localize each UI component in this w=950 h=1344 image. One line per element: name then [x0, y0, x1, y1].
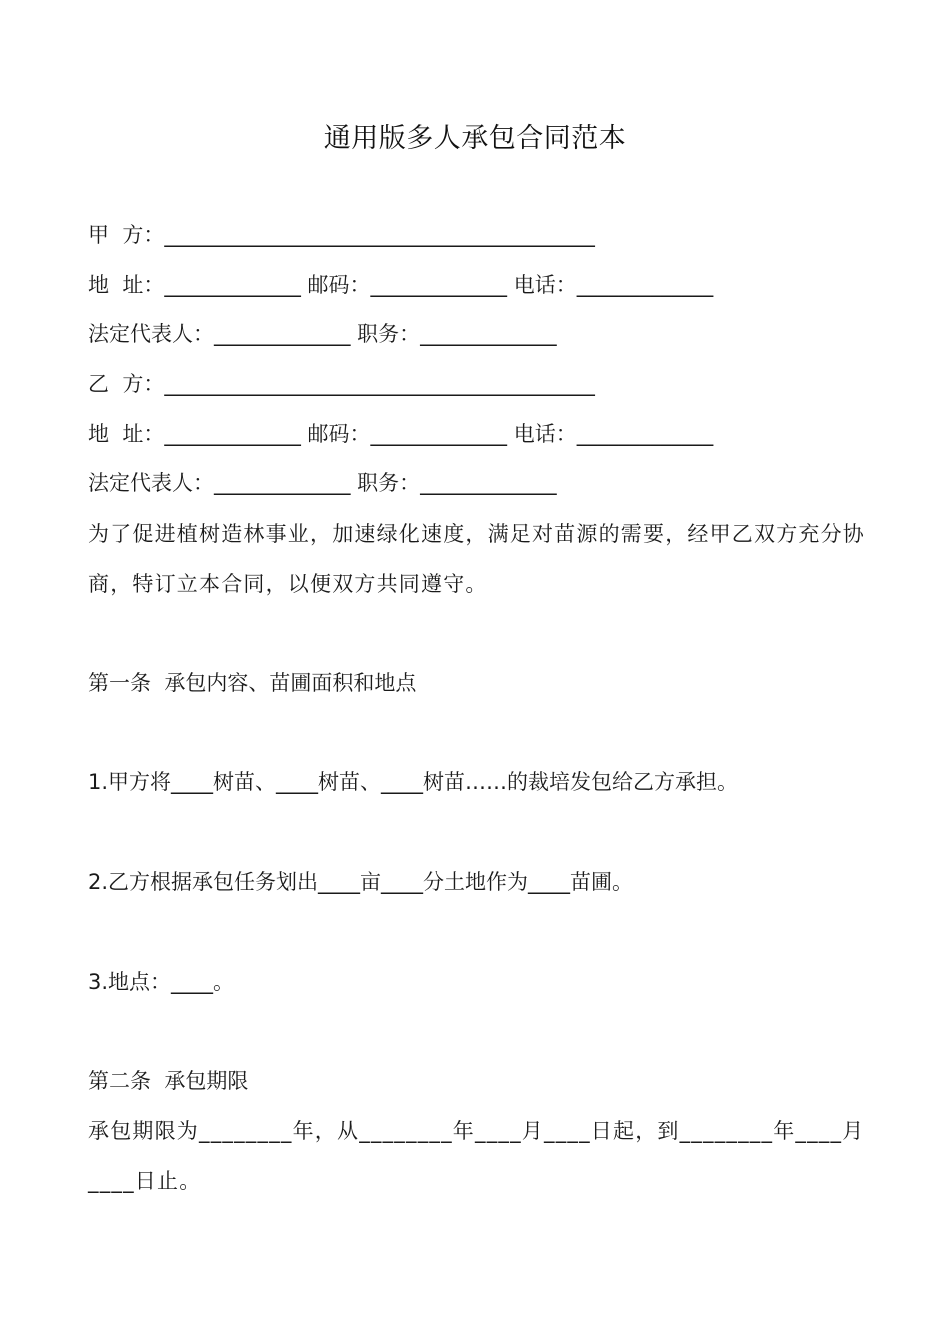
article-1-heading: 第一条 承包内容、苗圃面积和地点 — [88, 671, 417, 695]
preamble-paragraph: 为了促进植树造林事业，加速绿化速度，满足对苗源的需要，经甲乙双方充分协商，特订立本合同，以便双方共同遵守。 — [88, 522, 865, 596]
party-b-address-line: 地 址：_____________ 邮码：_____________ 电话：_____________ — [88, 422, 714, 446]
party-b-name-line: 乙 方：_________________________________________ — [88, 372, 595, 396]
article-1-item-3: 3.地点：____。 — [88, 970, 235, 994]
party-b-representative-line: 法定代表人：_____________ 职务：_____________ — [88, 471, 557, 495]
party-a-address-line: 地 址：_____________ 邮码：_____________ 电话：_____________ — [88, 273, 714, 297]
party-a-name-line: 甲 方：_________________________________________ — [88, 223, 595, 247]
page-title: 通用版多人承包合同范本 — [323, 123, 627, 154]
article-1-item-2: 2.乙方根据承包任务划出____亩____分土地作为____苗圃。 — [88, 870, 634, 894]
article-2-heading: 第二条 承包期限 — [88, 1069, 249, 1093]
article-1-item-1: 1.甲方将____树苗、____树苗、____树苗……的裁培发包给乙方承担。 — [88, 770, 739, 794]
party-a-representative-line: 法定代表人：_____________ 职务：_____________ — [88, 322, 557, 346]
article-2-body: 承包期限为________年，从________年____月____日起，到________年____月____日止。 — [88, 1119, 865, 1193]
